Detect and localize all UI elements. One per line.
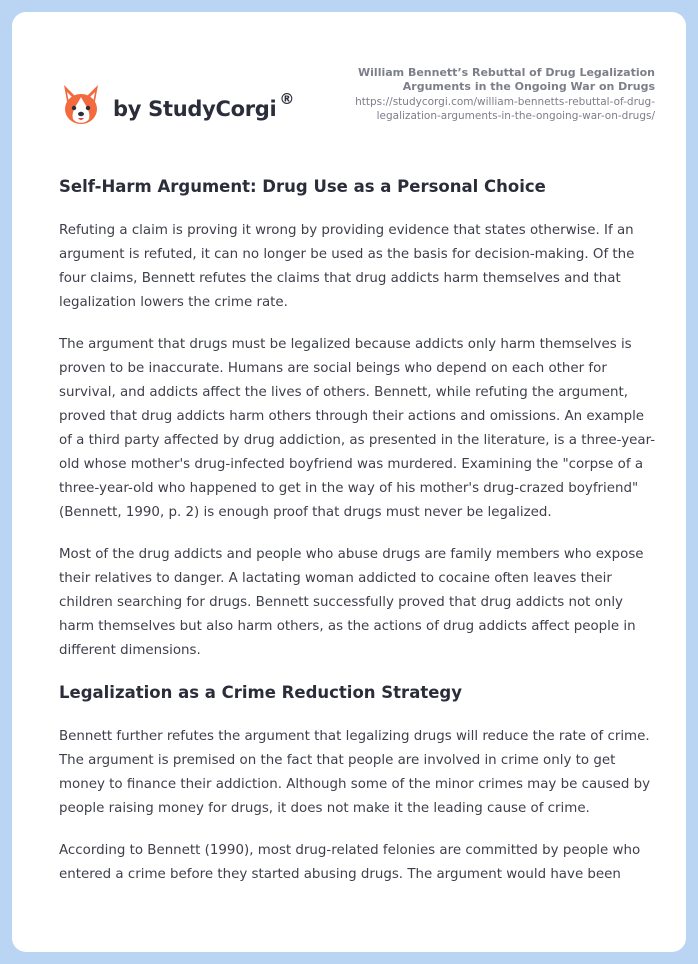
document-url[interactable]: https://studycorgi.com/william-bennetts-rebuttal-of-drug-legalization-arguments-in-the-ongoing-war-on-drugs/ bbox=[355, 96, 655, 122]
paragraph: According to Bennett (1990), most drug-related felonies are committed by people who entered a crime before they started abusing drugs. The argument would have been bbox=[59, 843, 641, 882]
article-body bbox=[59, 175, 659, 899]
document-title: William Bennett’s Rebuttal of Drug Legalization Arguments in the Ongoing War on Drugs bbox=[358, 66, 655, 93]
paragraph: Bennett further refutes the argument that legalizing drugs will reduce the rate of crime. The argument is premised on the fact that people are involved in crime only to get money to finance their addiction. Although some of the minor crimes may be caused by people raising money for drugs, it does not make it the leading cause of crime. bbox=[59, 729, 651, 816]
section-heading: Self-Harm Argument: Drug Use as a Personal Choice bbox=[59, 177, 546, 196]
paragraph: Most of the drug addicts and people who abuse drugs are family members who expose their relatives to danger. A lactating woman addicted to cocaine often leaves their children searching for drugs. Bennett successfully proved that drug addicts not only harm themselves but also harm others, as the actions of drug addicts affect people in different dimensions. bbox=[59, 547, 644, 658]
paragraph: The argument that drugs must be legalized because addicts only harm themselves is proven to be inaccurate. Humans are social beings who depend on each other for survival, and addicts affect the lives of others. Bennett, while refuting the argument, proved that drug addicts harm others through their actions and omissions. An example of a third party affected by drug addiction, as presented in the literature, is a three-year-old whose mother's drug-infected boyfriend was murdered. Examining the "corpse of a three-year-old who happened to get in the way of his mother's drug-crazed boyfriend" (Bennett, 1990, p. 2) is enough proof that drugs must never be legalized. bbox=[59, 337, 656, 520]
brand-name: by StudyCorgi ® bbox=[113, 89, 295, 121]
document-meta bbox=[295, 66, 655, 123]
section-heading: Legalization as a Crime Reduction Strategy bbox=[59, 683, 462, 702]
document-page bbox=[12, 12, 686, 952]
paragraph: Refuting a claim is proving it wrong by providing evidence that states otherwise. If an argument is refuted, it can no longer be used as the basis for decision-making. Of the four claims, Bennett refutes the claims that drug addicts harm themselves and that legalization lowers the crime rate. bbox=[59, 223, 635, 310]
corgi-icon bbox=[61, 83, 101, 127]
studycorgi-logo[interactable] bbox=[61, 77, 294, 133]
